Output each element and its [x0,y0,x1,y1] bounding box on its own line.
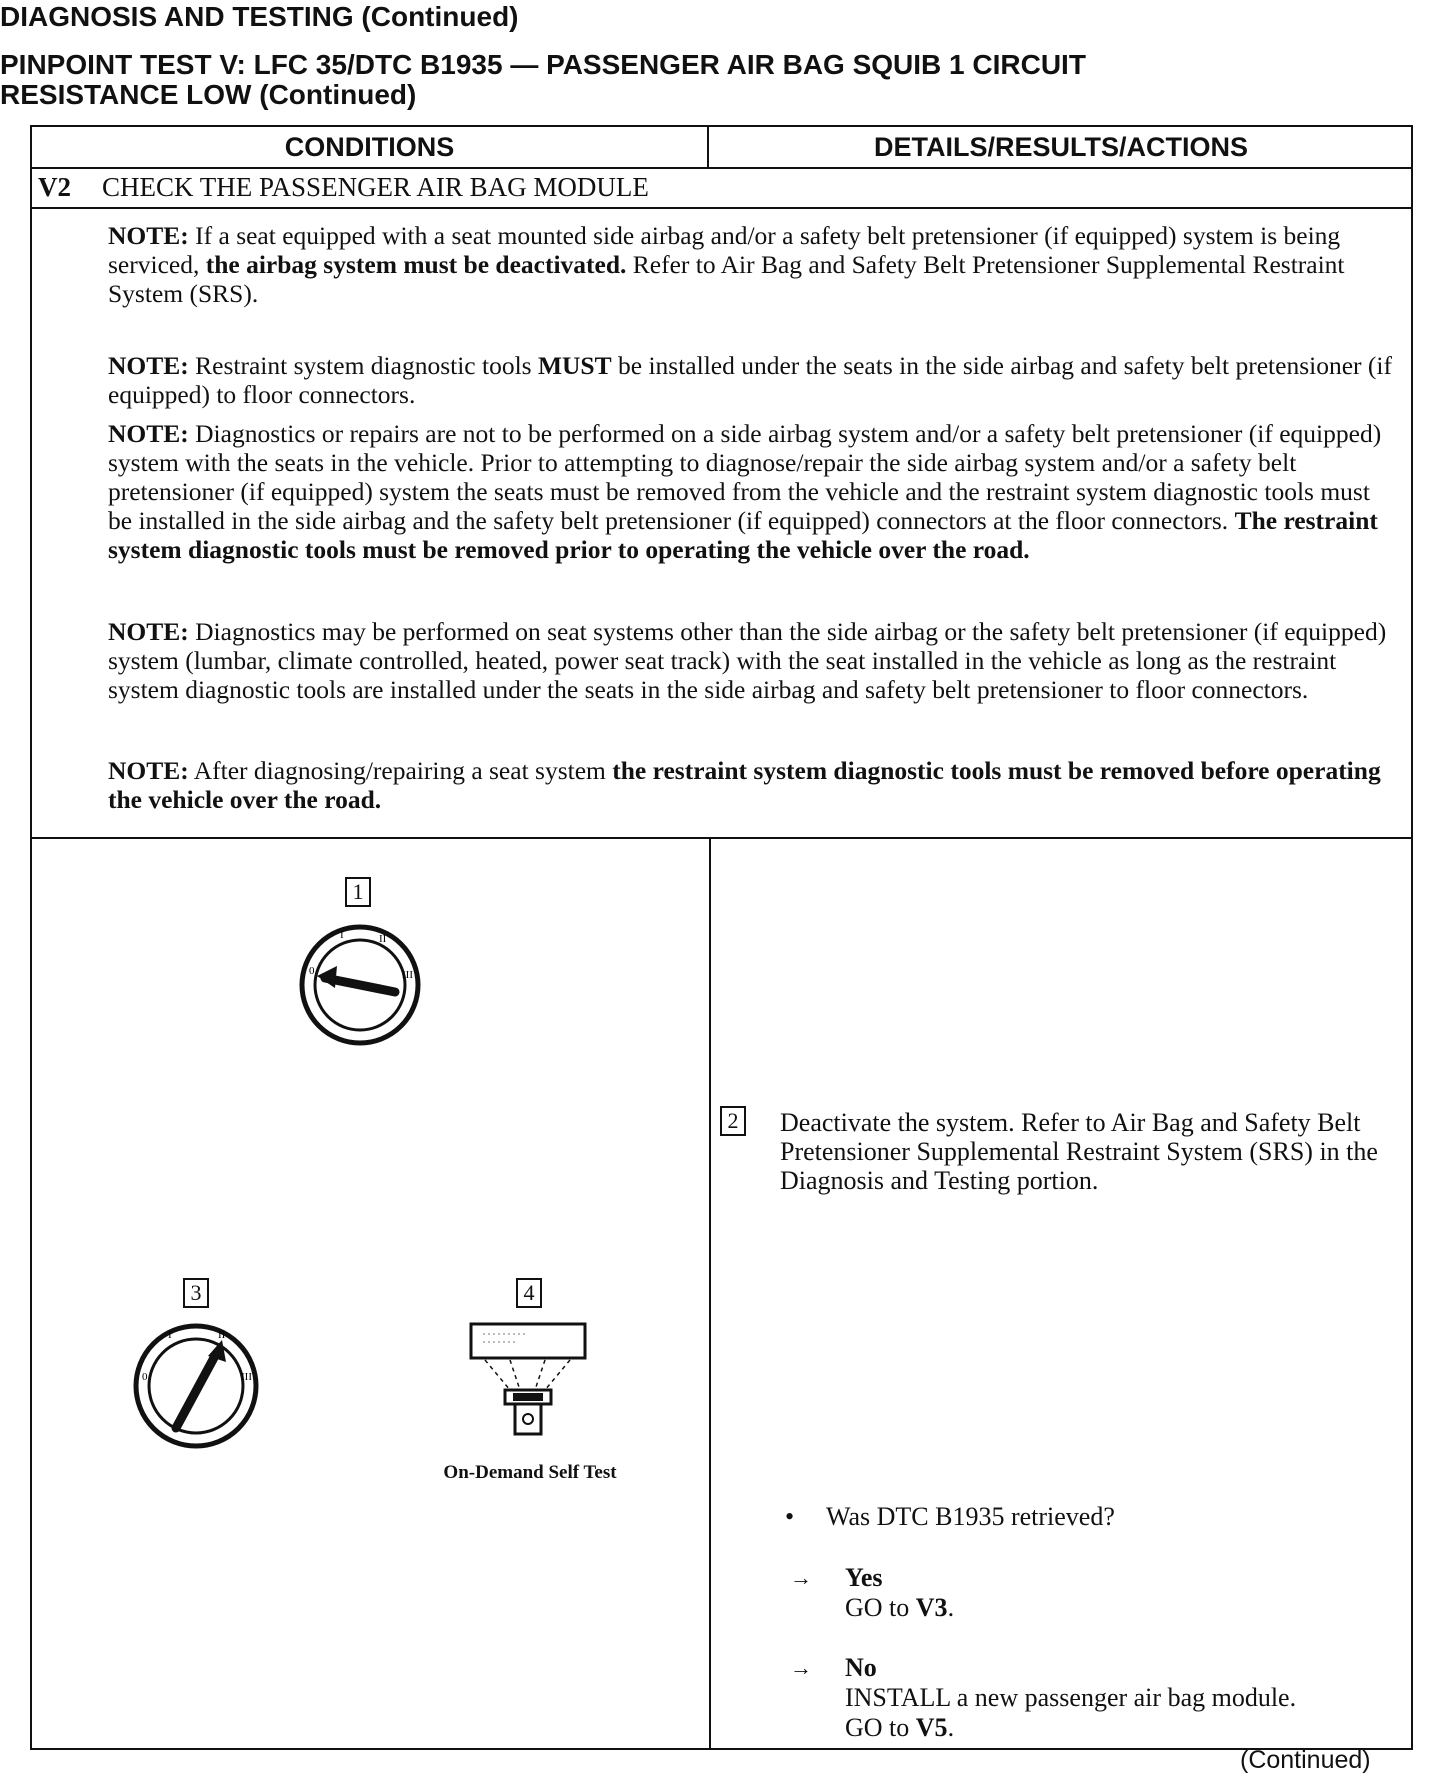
note-1 [108,221,1398,308]
callout-2: 2 [720,1106,746,1136]
note-bold: The restraint system diagnostic tools must be removed prior to operating the vehicle over the road. [108,506,1378,564]
step-body [32,839,1411,1749]
note-bold: the airbag system must be deactivated. [205,250,627,279]
position-off-label: 0 [309,965,315,977]
notes-section [32,209,1411,839]
note-text: Diagnostics or repairs are not to be performed on a side airbag system and/or a safety belt pretensioner (if equipped) system with the seats in the vehicle. Prior to attempting to diagnose/repair the side airbag system and/or a safety belt pretensioner (if equipped) system the seats must be removed from the vehicle and the restraint system diagnostic tools must be installed in the side airbag and the safety belt pretensioner (if equipped) connectors at the floor connectors. [108,419,1382,535]
test-title-line2 [0,80,1300,110]
callout-1: 1 [345,877,371,907]
test-title-line2-rest: (Continued) [251,79,417,110]
test-title-line2-bold: RESISTANCE LOW [0,79,252,110]
callout-3: 3 [183,1278,209,1308]
ignition-switch-off-icon [295,920,425,1050]
position-acc-label: I [168,1329,172,1341]
conditions-header: CONDITIONS [32,127,709,167]
note-5 [108,756,1398,814]
step-title: CHECK THE PASSENGER AIR BAG MODULE [102,172,649,202]
details-header: DETAILS/RESULTS/ACTIONS [873,132,1248,162]
answer-suffix: . [947,1713,955,1742]
pinpoint-test-table [30,125,1413,1750]
action-text: Deactivate the system. Refer to Air Bag and Safety Belt Pretensioner Supplemental Restraint System (SRS) in the Diagnosis and Testing portion. [780,1108,1378,1195]
position-off-label: 0 [142,1371,148,1383]
note-4 [108,617,1398,704]
column-divider [709,839,711,1749]
question-text: Was DTC B1935 retrieved? [826,1502,1115,1531]
position-run-label: II [218,1329,226,1341]
note-text: After diagnosing/repairing a seat system [188,756,613,785]
position-start-label: III [402,969,413,981]
note-text: be installed under the seats in the side airbag and safety belt pretensioner (if equipped) to floor connectors. [108,351,1392,409]
note-label: NOTE: [108,419,189,448]
note-text: Restraint system diagnostic tools [188,351,538,380]
note-2 [108,351,1398,409]
arrow-icon: → [790,1655,812,1680]
note-text: If a seat equipped with a seat mounted side airbag and/or a safety belt pretensioner (if equipped) system is being serviced, [108,221,1341,279]
answer-text: INSTALL a new passenger air bag module. [845,1683,1297,1712]
table-header-row [32,127,1411,169]
figure-caption: On-Demand Self Test [443,1462,617,1483]
position-acc-label: I [340,929,344,941]
answer-label: No [845,1653,877,1682]
answer-label: Yes [845,1563,883,1592]
ignition-switch-run-icon [128,1318,264,1454]
step-id: V2 [38,172,71,202]
position-start-label: III [241,1371,252,1383]
answer-text: GO to [845,1593,916,1622]
answer-yes [845,1563,954,1623]
test-title [0,50,1300,110]
position-run-label: II [379,933,387,945]
arrow-icon: → [790,1565,812,1590]
note-bold: MUST [537,351,612,380]
answer-text: GO to [845,1713,916,1742]
step-row [32,167,1411,209]
note-label: NOTE: [108,756,189,785]
note-label: NOTE: [108,617,189,646]
question-bullet: • [785,1502,795,1531]
note-label: NOTE: [108,351,189,380]
answer-no [845,1653,1296,1743]
note-bold: the restraint system diagnostic tools must be removed before operating the vehicle over the road. [108,756,1381,814]
section-header: DIAGNOSIS AND TESTING (Continued) [0,1,519,32]
note-text: Diagnostics may be performed on seat systems other than the side airbag or the safety belt pretensioner (if equipped) system (lumbar, climate controlled, heated, power seat track) with the seat installed in the vehicle as long as the restraint system diagnostic tools are installed under the seats in the side airbag and safety belt pretensioner to floor connectors. [108,617,1387,704]
answer-ref: V3 [915,1593,948,1622]
callout-4: 4 [516,1278,542,1308]
note-label: NOTE: [108,221,189,250]
test-title-line1: PINPOINT TEST V: LFC 35/DTC B1935 — PASSENGER AIR BAG SQUIB 1 CIRCUIT [0,49,1086,80]
answer-suffix: . [947,1593,955,1622]
scan-tool-icon [465,1320,595,1455]
answer-ref: V5 [915,1713,948,1742]
note-text: Refer to Air Bag and Safety Belt Pretensioner Supplemental Restraint System (SRS). [108,250,1345,308]
continued-footer: (Continued) [1240,1746,1371,1774]
note-3 [108,419,1398,564]
